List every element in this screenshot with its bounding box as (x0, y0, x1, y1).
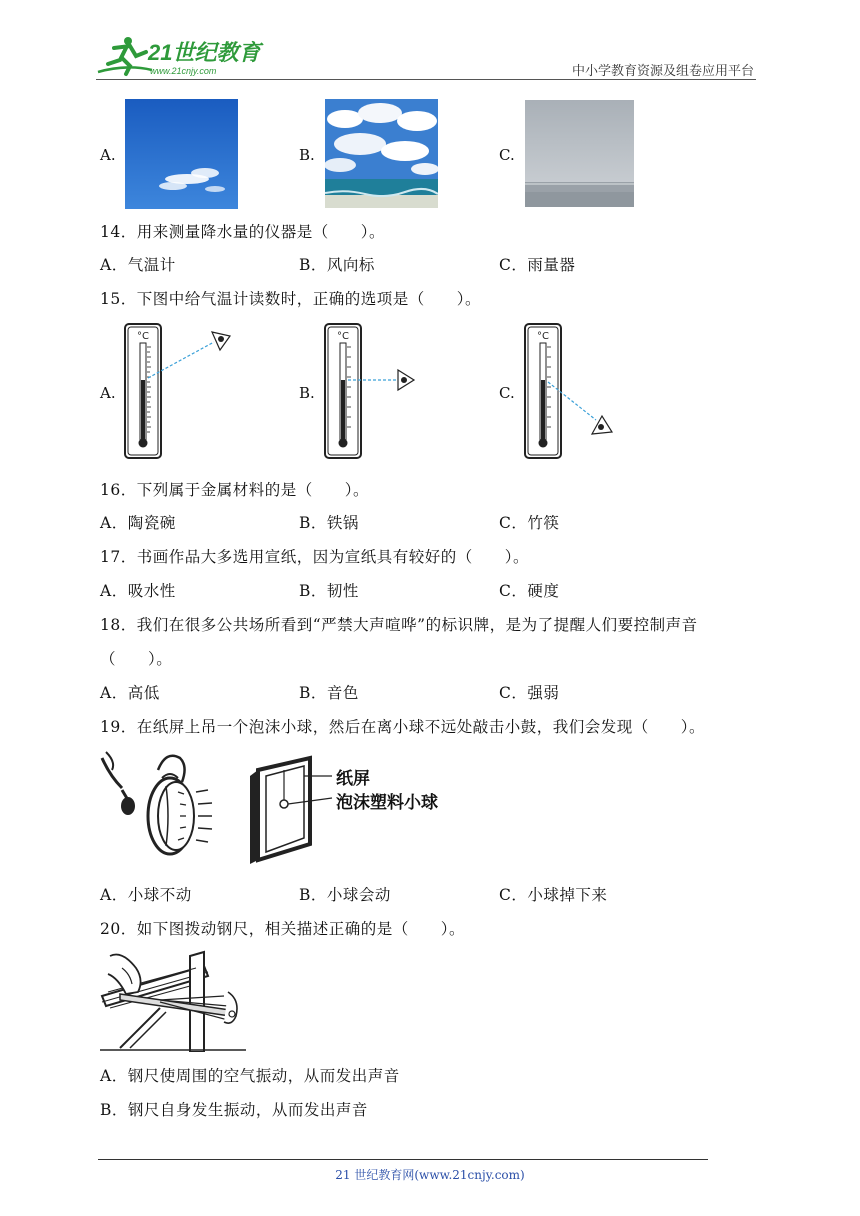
svg-text:www.21cnjy.com: www.21cnjy.com (150, 66, 217, 76)
svg-text:°C: °C (537, 331, 549, 342)
footer-divider (98, 1159, 708, 1160)
question-15: 15．下图中给气温计读数时，正确的选项是（ ）。 (100, 290, 481, 308)
drum-and-ball-figure (100, 748, 450, 866)
q13-option-c-label: C. (499, 146, 515, 164)
thermometer-a-figure (124, 322, 244, 460)
q15-option-a-label: A. (100, 384, 116, 402)
q13-option-a-label: A. (100, 146, 116, 164)
q20-option-b: B．钢尺自身发生振动，从而发出声音 (100, 1101, 368, 1119)
svg-text:°C: °C (137, 331, 149, 342)
q19-option-a: A．小球不动 (100, 886, 192, 904)
header-divider (96, 79, 756, 80)
question-17: 17．书画作品大多选用宣纸，因为宣纸具有较好的（ ）。 (100, 548, 529, 566)
question-18-continued: （ ）。 (100, 650, 173, 668)
svg-text:21世纪教育: 21世纪教育 (148, 40, 261, 65)
overcast-sky-image (525, 100, 634, 207)
q17-option-b: B．韧性 (299, 582, 359, 600)
svg-text:泡沫塑料小球: 泡沫塑料小球 (336, 793, 438, 813)
q16-option-c: C．竹筷 (499, 514, 560, 532)
q20-option-a: A．钢尺使周围的空气振动，从而发出声音 (100, 1067, 400, 1085)
sea-clouds-image (325, 99, 438, 208)
question-14: 14．用来测量降水量的仪器是（ ）。 (100, 223, 385, 241)
svg-text:°C: °C (337, 331, 349, 342)
question-18: 18．我们在很多公共场所看到“严禁大声喧哗”的标识牌，是为了提醒人们要控制声音 (100, 616, 698, 634)
question-19: 19．在纸屏上吊一个泡沫小球，然后在离小球不远处敲击小鼓，我们会发现（ ）。 (100, 718, 705, 736)
q13-option-b-label: B. (299, 146, 315, 164)
steel-ruler-figure (100, 948, 250, 1052)
thermometer-b-figure (324, 322, 424, 460)
q18-option-a: A．高低 (100, 684, 160, 702)
q19-option-c: C．小球掉下来 (499, 886, 608, 904)
clear-sky-image (125, 99, 238, 209)
svg-text:纸屏: 纸屏 (336, 769, 370, 789)
q17-option-c: C．硬度 (499, 582, 560, 600)
q15-option-b-label: B. (299, 384, 315, 402)
question-16: 16．下列属于金属材料的是（ ）。 (100, 481, 369, 499)
q16-option-a: A．陶瓷碗 (100, 514, 176, 532)
q16-option-b: B．铁锅 (299, 514, 359, 532)
q14-option-b: B．风向标 (299, 256, 375, 274)
thermometer-c-figure (524, 322, 634, 460)
site-logo (96, 34, 266, 80)
q14-option-c: C．雨量器 (499, 256, 576, 274)
q18-option-b: B．音色 (299, 684, 359, 702)
q14-option-a: A．气温计 (100, 256, 176, 274)
footer-text: 21 世纪教育网(www.21cnjy.com) (335, 1168, 525, 1182)
runner-logo-icon (96, 34, 266, 80)
question-20: 20．如下图拨动钢尺，相关描述正确的是（ ）。 (100, 920, 465, 938)
q18-option-c: C．强弱 (499, 684, 560, 702)
q15-option-c-label: C. (499, 384, 515, 402)
q19-option-b: B．小球会动 (299, 886, 391, 904)
q17-option-a: A．吸水性 (100, 582, 176, 600)
platform-title: 中小学教育资源及组卷应用平台 (571, 64, 754, 79)
